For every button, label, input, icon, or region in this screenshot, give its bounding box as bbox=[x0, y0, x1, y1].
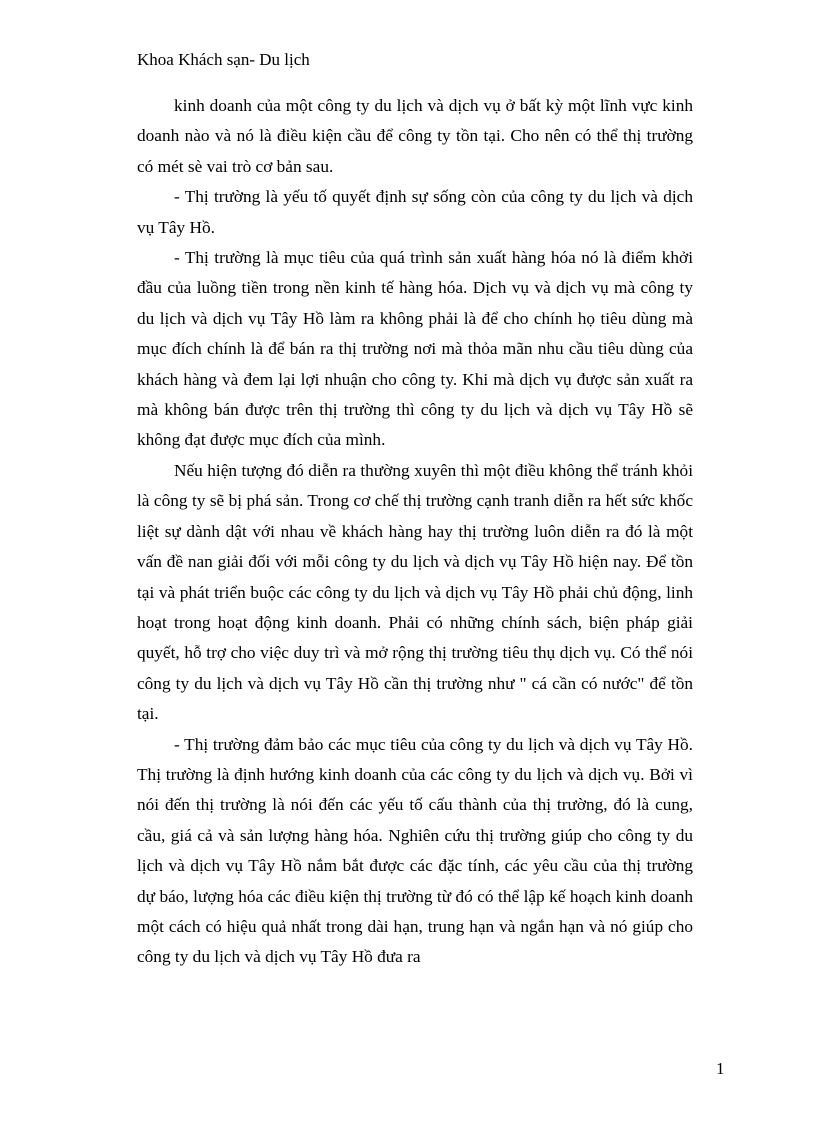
paragraph: - Thị trường đảm bảo các mục tiêu của công ty du lịch và dịch vụ Tây Hồ. Thị trường là định hướng kinh doanh của các công ty du lịch và dịch vụ. Bởi vì nói đến thị trường là nói đến các yếu tố cấu thành của thị trường, đó là cung, cầu, giá cả và sản lượng hàng hóa. Nghiên cứu thị trường giúp cho công ty du lịch và dịch vụ Tây Hồ nắm bắt được các đặc tính, các yêu cầu của thị trường dự báo, lượng hóa các điều kiện thị trường từ đó có thể lập kế hoạch kinh doanh một cách có hiệu quả nhất trong dài hạn, trung hạn và ngắn hạn và nó giúp cho công ty du lịch và dịch vụ Tây Hồ đưa ra bbox=[137, 734, 693, 967]
page-number: 1 bbox=[716, 1059, 725, 1078]
document-body bbox=[137, 91, 693, 973]
paragraph: - Thị trường là mục tiêu của quá trình sản xuất hàng hóa nó là điểm khởi đầu của luồng tiền trong nền kinh tế hàng hóa. Dịch vụ và dịch vụ mà công ty du lịch và dịch vụ Tây Hồ làm ra không phải là để cho chính họ tiêu dùng mà mục đích chính là để bán ra thị trường nơi mà thỏa mãn nhu cầu tiêu dùng của khách hàng và đem lại lợi nhuận cho công ty. Khi mà dịch vụ được sản xuất ra mà không bán được trên thị trường thì công ty du lịch và dịch vụ Tây Hồ sẽ không đạt được mục đích của mình. bbox=[137, 248, 693, 450]
paragraph: kinh doanh của một công ty du lịch và dịch vụ ở bất kỳ một lĩnh vực kinh doanh nào và nó là điều kiện cầu để công ty tồn tại. Cho nên có thể thị trường có mét sè vai trò cơ bản sau. bbox=[137, 96, 693, 176]
page-header: Khoa Khách sạn- Du lịch bbox=[137, 50, 310, 69]
paragraph: Nếu hiện tượng đó diễn ra thường xuyên thì một điều không thể tránh khỏi là công ty sẽ bị phá sản. Trong cơ chế thị trường cạnh tranh diễn ra hết sức khốc liệt sự dành dật với nhau về khách hàng hay thị trường luôn diễn ra đó là một vấn đề nan giải đối với mỗi công ty du lịch và dịch vụ Tây Hồ hiện nay. Để tồn tại và phát triển buộc các công ty du lịch và dịch vụ Tây Hồ phải chủ động, linh hoạt trong hoạt động kinh doanh. Phải có những chính sách, biện pháp giải quyết, hỗ trợ cho việc duy trì và mở rộng thị trường tiêu thụ dịch vụ. Có thể nói công ty du lịch và dịch vụ Tây Hồ cần thị trường như " cá cần có nước" để tồn tại. bbox=[137, 460, 693, 724]
paragraph: - Thị trường là yếu tố quyết định sự sống còn của công ty du lịch và dịch vụ Tây Hồ. bbox=[137, 187, 693, 237]
